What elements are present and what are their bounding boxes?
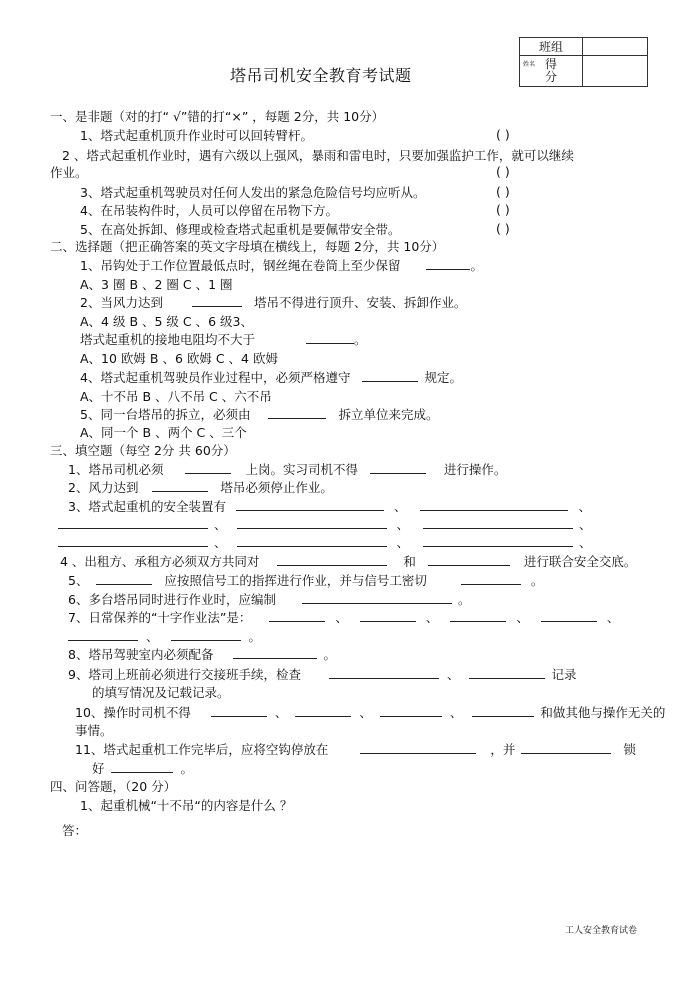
s3-q7-blank6[interactable] (171, 630, 241, 641)
s1-q4-answer[interactable]: ( ) (496, 202, 510, 217)
s1-q3-answer[interactable]: ( ) (496, 184, 510, 199)
section4-heading: 四、问答题，（20 分） (50, 779, 177, 794)
footer-text: 工人安全教育试卷 (565, 926, 638, 936)
score-label-name-small: 姓名 (523, 61, 536, 68)
s2-q4-options: A、十不吊 B 、八不吊 C 、六不吊 (80, 389, 272, 404)
s3-q3-blank3[interactable] (58, 518, 208, 529)
s3-q4: 4 、出租方、承租方必须双方共同对 和 进行联合安全交底。 (60, 554, 637, 569)
section1-heading: 一、是非题（对的打“ √”错的打“×” ，每题 2分，共 10分） (50, 109, 385, 124)
s3-q4-blank2[interactable] (428, 555, 510, 566)
score-label-team: 班组 (520, 38, 583, 56)
s3-q3-row3: 、 、 、 (58, 534, 592, 551)
s1-q4: 4、在吊装构件时，人员可以停留在吊物下方。 (80, 203, 338, 218)
s1-q1: 1、塔式起重机顶升作业时可以回转臂杆。 (80, 128, 313, 143)
s3-q9-blank1[interactable] (329, 668, 439, 679)
s3-q10: 10、操作时司机不得 、 、 、 和做其他与操作无关的 (75, 705, 666, 720)
s3-q11-cont: 好 。 (92, 761, 194, 776)
s4-answer-area[interactable] (90, 822, 630, 902)
s3-q4-blank1[interactable] (277, 555, 387, 566)
s3-q10-cont: 事情。 (75, 723, 113, 738)
s3-q7-blank5[interactable] (68, 630, 138, 641)
section2-heading: 二、选择题（把正确答案的英文字母填在横线上，每题 2分，共 10分） (50, 239, 445, 254)
s3-q7-blank1[interactable] (269, 611, 325, 622)
s3-q9: 9、塔司上班前必须进行交接班手续，检查 、 记录 (68, 667, 577, 682)
score-value-score[interactable] (583, 56, 648, 87)
s2-q2-blank[interactable] (192, 296, 242, 307)
s3-q1: 1、塔吊司机必须 上岗。实习司机不得 进行操作。 (68, 462, 507, 477)
s3-q5: 5、 应按照信号工的指挥进行作业，并与信号工密切 。 (68, 573, 544, 588)
s3-q3-blank7[interactable] (237, 536, 387, 547)
s1-q2: 2 、塔式起重机作业时，遇有六级以上强风，暴雨和雷电时，只要加强监护工作，就可以继续 (62, 148, 574, 163)
s3-q2: 2、风力达到 塔吊必须停止作业。 (68, 480, 333, 495)
s1-q2-answer[interactable]: ( ) (496, 164, 510, 179)
s3-q3-blank4[interactable] (237, 518, 387, 529)
s2-q5-blank[interactable] (268, 408, 326, 419)
s2-q5: 5、同一台塔吊的拆立，必须由 拆立单位来完成。 (80, 407, 439, 422)
s2-q1: 1、吊钩处于工作位置最低点时，钢丝绳在卷筒上至少保留 。 (80, 258, 483, 273)
s3-q6-blank[interactable] (302, 593, 452, 604)
s3-q5-blank1[interactable] (96, 574, 152, 585)
s3-q6: 6、多台塔吊同时进行作业时，应编制 。 (68, 592, 471, 607)
s3-q10-blank3[interactable] (380, 706, 442, 717)
section3-heading: 三、填空题（每空 2分 共 60分） (50, 443, 236, 458)
s2-q3-blank[interactable] (306, 333, 354, 344)
s2-q2: 2、当风力达到 塔吊不得进行顶升、安装、拆卸作业。 (80, 295, 467, 310)
s1-q2-cont: 作业。 (50, 165, 88, 180)
s3-q10-blank2[interactable] (295, 706, 351, 717)
s1-q1-answer[interactable]: ( ) (496, 127, 510, 142)
s3-q3-row2: 、 、 、 (58, 516, 592, 533)
s2-q5-options: A、同一个 B 、两个 C 、三个 (80, 425, 247, 440)
s4-q1: 1、起重机械“十不吊“的内容是什么 ？ (80, 798, 293, 813)
s4-answer-label: 答： (62, 823, 88, 838)
score-table (519, 37, 648, 87)
s3-q10-blank4[interactable] (472, 706, 534, 717)
s3-q2-blank[interactable] (152, 481, 208, 492)
page-title: 塔吊司机安全教育考试题 (230, 66, 412, 85)
s3-q11-blank3[interactable] (111, 762, 173, 773)
s3-q7-blank4[interactable] (541, 611, 597, 622)
s2-q1-blank[interactable] (426, 259, 470, 270)
s3-q5-blank2[interactable] (461, 574, 521, 585)
s1-q5: 5、在高处拆卸、修理或检查塔式起重机是要佩带安全带。 (80, 222, 401, 237)
s3-q3: 3、塔式起重机的安全装置有 、 、 (68, 499, 591, 514)
s3-q11-blank2[interactable] (521, 743, 611, 754)
s3-q3-blank2[interactable] (420, 500, 568, 511)
s3-q3-blank5[interactable] (423, 518, 573, 529)
s2-q4: 4、塔式起重机驾驶员作业过程中，必须严格遵守 规定。 (80, 370, 462, 385)
score-value-team[interactable] (583, 38, 648, 56)
s3-q9-blank2[interactable] (469, 668, 545, 679)
s3-q1-blank1[interactable] (185, 463, 231, 474)
s3-q11: 11、塔式起重机工作完毕后，应将空钩停放在 ，并 锁 (75, 742, 636, 757)
s1-q5-answer[interactable]: ( ) (496, 221, 510, 236)
s2-q3-options: A、10 欧姆 B 、6 欧姆 C 、4 欧姆 (80, 351, 278, 366)
s3-q8-blank[interactable] (233, 648, 317, 659)
s3-q9-cont: 的填写情况及记载记录。 (92, 685, 230, 700)
s2-q1-options: A、3 圈 B 、2 圈 C 、1 圈 (80, 277, 233, 292)
s3-q3-blank8[interactable] (423, 536, 573, 547)
s3-q7-blank3[interactable] (450, 611, 506, 622)
s3-q7: 7、日常保养的“十字作业法”是： 、 、 、 、 (68, 610, 620, 625)
s3-q11-blank1[interactable] (360, 743, 476, 754)
s2-q4-blank[interactable] (362, 371, 418, 382)
s3-q10-blank1[interactable] (211, 706, 267, 717)
s3-q3-blank6[interactable] (58, 536, 208, 547)
s3-q8: 8、塔吊驾驶室内必须配备 。 (68, 647, 336, 662)
s2-q2-options: A、4 级 B 、5 级 C 、6 级3、 (80, 314, 253, 329)
s3-q3-blank1[interactable] (236, 500, 384, 511)
s3-q7-blank2[interactable] (360, 611, 416, 622)
score-label-score: 姓名 得 分 (520, 56, 583, 87)
s3-q1-blank2[interactable] (370, 463, 426, 474)
s3-q7-row2: 、 。 (68, 628, 261, 645)
s1-q3: 3、塔式起重机驾驶员对任何人发出的紧急危险信号均应听从。 (80, 185, 426, 200)
s2-q3: 塔式起重机的接地电阻均不大于 。 (80, 332, 367, 347)
